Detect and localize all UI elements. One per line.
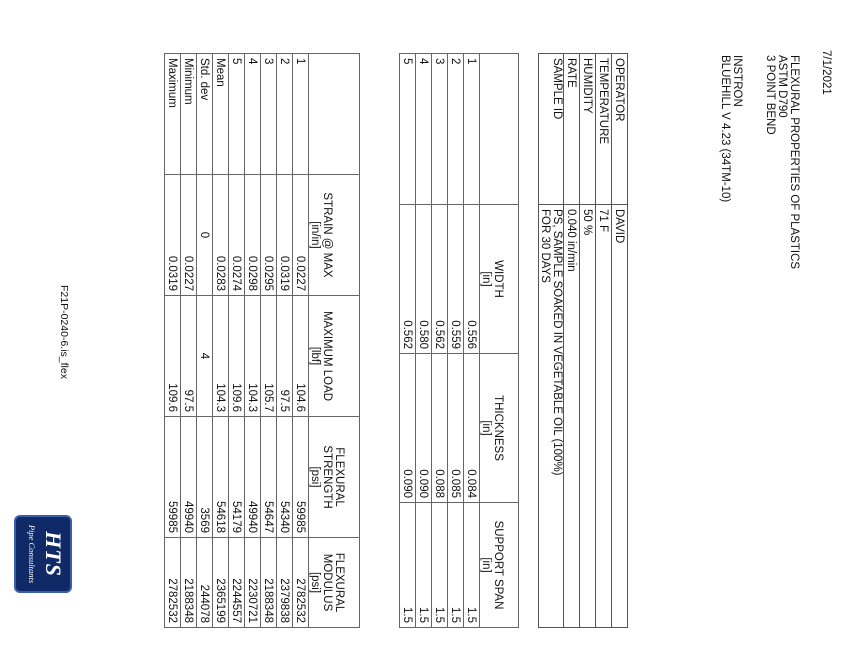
row-label: 4: [245, 54, 261, 175]
table-row: [165, 54, 181, 628]
info-label: RATE: [564, 54, 580, 205]
header-unit: [in]: [480, 557, 492, 573]
header-text: STRENGTH: [321, 445, 333, 509]
modulus-cell: 2244557: [229, 538, 245, 628]
header-unit: [in]: [480, 271, 492, 287]
modulus-cell: 2188348: [181, 538, 197, 628]
info-value: 0.040 in/min: [564, 205, 580, 628]
strength-cell: 54179: [229, 417, 245, 538]
footer-filename: F21P-0240-6.is_flex: [58, 285, 70, 379]
strength-cell: 54647: [261, 417, 277, 538]
span-cell: 1.5: [400, 503, 416, 628]
modulus-cell: 244078: [197, 538, 213, 628]
strain-cell: 0.0227: [293, 175, 309, 296]
specimen-id: 2: [448, 54, 464, 205]
info-value: 71 F: [596, 205, 612, 628]
sample-id-line: FOR 30 DAYS: [539, 209, 551, 283]
strength-cell: 49940: [181, 417, 197, 538]
modulus-header: [309, 538, 360, 628]
thickness-cell: 0.085: [448, 354, 464, 503]
title-line: FLEXURAL PROPERTIES OF PLASTICS: [788, 55, 800, 270]
company-logo: [14, 515, 72, 593]
thickness-cell: 0.084: [464, 354, 480, 503]
header-unit: [in]: [480, 420, 492, 436]
strain-cell: 0.0298: [245, 175, 261, 296]
table-header-row: [309, 54, 360, 628]
table-row: [464, 54, 480, 628]
title-line: 3 POINT BEND: [764, 55, 776, 135]
load-header: [309, 296, 360, 417]
header-text: FLEXURAL: [333, 552, 345, 613]
header-unit: [lbf]: [309, 346, 321, 366]
info-label: TEMPERATURE: [596, 54, 612, 205]
table-row: [245, 54, 261, 628]
info-value: DAVID: [612, 205, 628, 628]
span-cell: 1.5: [464, 503, 480, 628]
strength-header: [309, 417, 360, 538]
header-blank: [480, 54, 519, 205]
strength-cell: 54340: [277, 417, 293, 538]
width-cell: 0.562: [432, 205, 448, 354]
header-blank: [309, 54, 360, 175]
modulus-cell: 2379838: [277, 538, 293, 628]
strain-cell: 0.0283: [213, 175, 229, 296]
info-value: 50 %: [580, 205, 596, 628]
load-cell: 97.5: [181, 296, 197, 417]
strength-cell: 59985: [165, 417, 181, 538]
info-label: HUMIDITY: [580, 54, 596, 205]
strength-cell: 54618: [213, 417, 229, 538]
span-header: [480, 503, 519, 628]
width-header: [480, 205, 519, 354]
table-row: [448, 54, 464, 628]
load-cell: 109.6: [165, 296, 181, 417]
strength-cell: 59985: [293, 417, 309, 538]
table-row: [539, 54, 564, 628]
strain-header: [309, 175, 360, 296]
modulus-cell: 2365199: [213, 538, 229, 628]
header-unit: [psi]: [309, 466, 321, 488]
load-cell: 105.7: [261, 296, 277, 417]
header-text: MAXIMUM LOAD: [321, 310, 333, 402]
table-row: [432, 54, 448, 628]
row-label: Mean: [213, 54, 229, 175]
report-date: 7/1/2021: [820, 50, 832, 95]
span-cell: 1.5: [432, 503, 448, 628]
header-unit: [in/in]: [309, 221, 321, 249]
table-header-row: [480, 54, 519, 628]
header-unit: [psi]: [309, 571, 321, 594]
thickness-cell: 0.088: [432, 354, 448, 503]
load-cell: 109.6: [229, 296, 245, 417]
load-cell: 104.6: [293, 296, 309, 417]
strength-cell: 49940: [245, 417, 261, 538]
modulus-cell: 2230721: [245, 538, 261, 628]
strain-cell: 0: [197, 175, 213, 296]
table-row: [293, 54, 309, 628]
specimen-id: 4: [416, 54, 432, 205]
row-label: Minimum: [181, 54, 197, 175]
info-value: [539, 205, 564, 628]
info-label: OPERATOR: [612, 54, 628, 205]
thickness-cell: 0.090: [400, 354, 416, 503]
modulus-cell: 2782532: [293, 538, 309, 628]
row-label: Maximum: [165, 54, 181, 175]
thickness-cell: 0.090: [416, 354, 432, 503]
width-cell: 0.562: [400, 205, 416, 354]
table-row: [277, 54, 293, 628]
row-label: 2: [277, 54, 293, 175]
sample-id-line: PS, SAMPLE SOAKED IN VEGETABLE OIL (100%): [551, 209, 563, 476]
logo-tagline: Pipe Consultants: [27, 524, 37, 584]
table-row: [197, 54, 213, 628]
table-row: [596, 54, 612, 628]
dimensions-table: [399, 53, 519, 628]
specimen-id: 3: [432, 54, 448, 205]
header-text: THICKNESS: [492, 395, 504, 461]
table-row: [261, 54, 277, 628]
row-label: Std. dev: [197, 54, 213, 175]
strain-cell: 0.0319: [277, 175, 293, 296]
row-label: 3: [261, 54, 277, 175]
table-row: [181, 54, 197, 628]
instrument-line: BLUEHILL V 4.23 (34TM-10): [719, 55, 731, 203]
table-row: [400, 54, 416, 628]
table-row: [229, 54, 245, 628]
info-label: SAMPLE ID: [539, 54, 564, 205]
modulus-cell: 2782532: [165, 538, 181, 628]
results-table: [164, 53, 360, 628]
header-text: STRAIN @ MAX: [321, 192, 333, 278]
width-cell: 0.580: [416, 205, 432, 354]
header-text: MODULUS: [321, 553, 333, 612]
table-row: [612, 54, 628, 628]
modulus-cell: 2188348: [261, 538, 277, 628]
title-line: ASTM D790: [776, 55, 788, 118]
instrument-info: [719, 55, 743, 202]
strain-cell: 0.0274: [229, 175, 245, 296]
logo-mark: HTS: [41, 531, 66, 577]
thickness-header: [480, 354, 519, 503]
span-cell: 1.5: [448, 503, 464, 628]
span-cell: 1.5: [416, 503, 432, 628]
load-cell: 4: [197, 296, 213, 417]
instrument-line: INSTRON: [731, 55, 743, 107]
table-row: [416, 54, 432, 628]
header-text: WIDTH: [492, 260, 504, 298]
table-row: [213, 54, 229, 628]
specimen-id: 1: [464, 54, 480, 205]
load-cell: 104.3: [245, 296, 261, 417]
strength-cell: 3569: [197, 417, 213, 538]
load-cell: 104.3: [213, 296, 229, 417]
report-title: [764, 55, 800, 269]
specimen-id: 5: [400, 54, 416, 205]
row-label: 1: [293, 54, 309, 175]
header-text: FLEXURAL: [333, 447, 345, 507]
load-cell: 97.5: [277, 296, 293, 417]
width-cell: 0.559: [448, 205, 464, 354]
row-label: 5: [229, 54, 245, 175]
info-table: [538, 53, 628, 628]
strain-cell: 0.0227: [181, 175, 197, 296]
header-text: SUPPORT SPAN: [492, 520, 504, 610]
strain-cell: 0.0319: [165, 175, 181, 296]
table-row: [564, 54, 580, 628]
table-row: [580, 54, 596, 628]
width-cell: 0.556: [464, 205, 480, 354]
strain-cell: 0.0295: [261, 175, 277, 296]
